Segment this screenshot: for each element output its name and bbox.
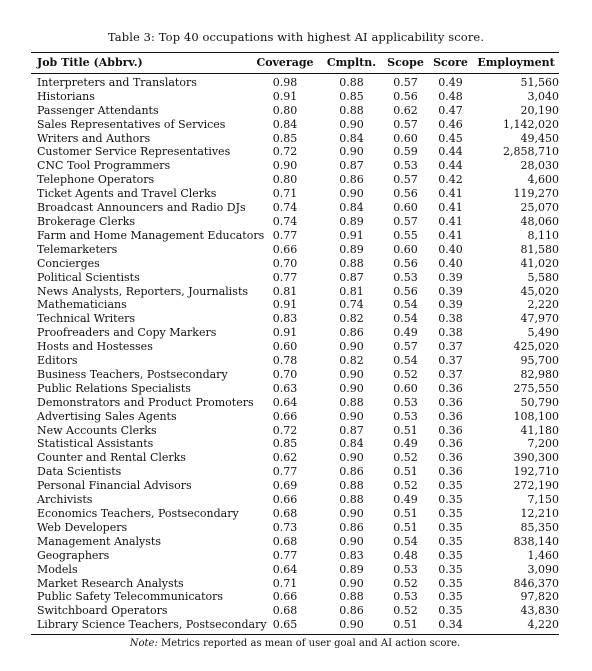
cell-scope: 0.54 [393,298,418,312]
cell-score: 0.39 [438,270,463,284]
cell-coverage: 0.91 [272,298,298,312]
cell-scope: 0.60 [393,201,418,215]
cell-completion: 0.89 [339,562,364,576]
cell-coverage: 0.68 [272,534,298,548]
cell-score: 0.36 [438,423,463,437]
cell-score: 0.36 [438,409,463,423]
table-row [31,159,565,173]
table-row [31,396,565,410]
cell-scope: 0.53 [393,409,418,423]
cell-employment: 275,550 [513,381,559,395]
cell-employment: 97,820 [520,590,559,604]
cell-coverage: 0.83 [272,312,298,326]
cell-scope: 0.49 [393,326,418,340]
cell-job-title: Telephone Operators [37,173,155,187]
cell-score: 0.35 [438,548,463,562]
cell-job-title: Models [37,562,78,576]
table-row [31,312,565,326]
cell-completion: 0.88 [339,395,364,409]
cell-job-title: Ticket Agents and Travel Clerks [37,187,217,201]
cell-employment: 50,790 [520,395,559,409]
cell-scope: 0.53 [393,590,418,604]
cell-employment: 12,210 [520,507,559,520]
table-row [31,563,565,577]
table-row [31,479,565,493]
table-row [31,368,565,382]
cell-completion: 0.90 [339,340,364,354]
cell-score: 0.37 [438,354,463,368]
table-row [31,507,565,521]
cell-completion: 0.86 [339,173,364,187]
cell-coverage: 0.72 [272,145,298,159]
cell-score: 0.35 [438,534,463,548]
cell-coverage: 0.77 [272,465,298,479]
cell-score: 0.35 [438,590,463,604]
cell-completion: 0.90 [339,409,364,423]
table-row [31,243,565,257]
cell-coverage: 0.62 [272,451,298,465]
cell-score: 0.36 [438,465,463,479]
cell-coverage: 0.68 [272,604,298,618]
table-row [31,590,565,604]
header-completion: Cmpltn. [326,56,377,69]
cell-completion: 0.82 [339,312,364,326]
cell-scope: 0.52 [393,451,418,465]
cell-employment: 192,710 [513,465,559,479]
cell-employment: 8,110 [527,228,559,242]
cell-employment: 28,030 [520,159,559,173]
cell-job-title: Advertising Sales Agents [37,409,177,423]
cell-score: 0.34 [438,618,463,632]
cell-coverage: 0.70 [272,367,298,381]
cell-coverage: 0.66 [272,409,298,423]
table-row [31,451,565,465]
cell-employment: 41,020 [520,256,559,270]
cell-job-title: Personal Financial Advisors [37,479,192,493]
cell-scope: 0.51 [393,507,418,520]
table-row [31,410,565,424]
cell-coverage: 0.98 [272,75,298,89]
header-employment: Employment [477,56,555,69]
cell-scope: 0.57 [393,214,418,228]
cell-scope: 0.62 [393,103,418,117]
cell-job-title: Proofreaders and Copy Markers [37,326,217,340]
cell-job-title: Concierges [37,256,100,270]
cell-score: 0.39 [438,284,463,298]
cell-completion: 0.88 [339,479,364,493]
cell-job-title: Economics Teachers, Postsecondary [37,507,239,520]
cell-scope: 0.53 [393,562,418,576]
cell-completion: 0.87 [339,270,364,284]
cell-completion: 0.88 [339,493,364,507]
cell-score: 0.38 [438,312,463,326]
cell-employment: 2,858,710 [503,145,559,159]
cell-employment: 25,070 [520,201,559,215]
cell-scope: 0.57 [393,173,418,187]
cell-coverage: 0.77 [272,228,298,242]
table-row [31,187,565,201]
cell-job-title: Public Relations Specialists [37,381,191,395]
cell-completion: 0.85 [339,89,364,103]
cell-coverage: 0.71 [272,187,298,201]
cell-scope: 0.53 [393,395,418,409]
cell-scope: 0.57 [393,117,418,131]
cell-employment: 41,180 [520,423,559,437]
table-row [31,118,565,132]
cell-job-title: Political Scientists [37,270,140,284]
cell-scope: 0.60 [393,131,418,145]
table-row [31,577,565,591]
cell-job-title: Customer Service Representatives [37,145,231,159]
cell-coverage: 0.73 [272,520,298,534]
table-row [31,90,565,104]
cell-scope: 0.59 [393,145,418,159]
table-row [31,132,565,146]
cell-completion: 0.83 [339,548,364,562]
cell-job-title: Web Developers [37,520,128,534]
cell-employment: 5,580 [527,270,559,284]
cell-employment: 272,190 [513,479,559,493]
cell-completion: 0.86 [339,604,364,618]
cell-score: 0.37 [438,367,463,381]
cell-completion: 0.82 [339,354,364,368]
cell-completion: 0.87 [339,423,364,437]
cell-score: 0.36 [438,451,463,465]
cell-employment: 4,600 [527,173,559,187]
cell-job-title: Counter and Rental Clerks [37,451,186,465]
cell-scope: 0.60 [393,242,418,256]
table-row [31,521,565,535]
cell-employment: 85,350 [520,520,559,534]
table-row [31,604,565,618]
cell-employment: 7,200 [527,437,559,451]
cell-completion: 0.88 [339,590,364,604]
cell-coverage: 0.78 [272,354,298,368]
cell-job-title: Market Research Analysts [37,576,184,590]
cell-score: 0.38 [438,326,463,340]
header-row [31,53,559,73]
occupation-table-container [31,52,559,649]
cell-coverage: 0.80 [272,103,298,117]
cell-scope: 0.49 [393,493,418,507]
cell-employment: 95,700 [520,354,559,368]
cell-job-title: News Analysts, Reporters, Journalists [37,284,249,298]
cell-completion: 0.90 [339,618,364,632]
cell-job-title: Management Analysts [37,534,161,548]
header-score: Score [433,56,468,69]
cell-employment: 82,980 [520,367,559,381]
cell-score: 0.40 [438,242,463,256]
cell-employment: 43,830 [520,604,559,618]
cell-employment: 119,270 [513,187,559,201]
cell-employment: 20,190 [520,103,559,117]
cell-coverage: 0.85 [272,131,298,145]
cell-scope: 0.53 [393,270,418,284]
cell-employment: 48,060 [520,214,559,228]
cell-completion: 0.81 [339,284,364,298]
cell-job-title: Sales Representatives of Services [37,117,226,131]
cell-score: 0.40 [438,256,463,270]
cell-completion: 0.90 [339,145,364,159]
cell-completion: 0.90 [339,187,364,201]
occupation-table [31,53,559,73]
table-header [31,53,559,73]
cell-score: 0.35 [438,479,463,493]
cell-coverage: 0.74 [272,214,298,228]
cell-scope: 0.48 [393,548,418,562]
cell-job-title: Historians [37,89,95,103]
cell-coverage: 0.74 [272,201,298,215]
table-row [31,618,565,634]
cell-score: 0.46 [438,117,463,131]
table-row [31,465,565,479]
cell-scope: 0.52 [393,367,418,381]
cell-job-title: Technical Writers [37,312,135,326]
cell-scope: 0.56 [393,256,418,270]
cell-job-title: New Accounts Clerks [37,423,157,437]
table-row [31,257,565,271]
table-row [31,285,565,299]
cell-coverage: 0.64 [272,395,298,409]
cell-employment: 425,020 [513,340,559,354]
cell-score: 0.45 [438,131,463,145]
cell-coverage: 0.66 [272,242,298,256]
header-job-title: Job Title (Abbrv.) [37,56,143,69]
cell-scope: 0.54 [393,534,418,548]
table-row [31,424,565,438]
cell-completion: 0.88 [339,103,364,117]
cell-job-title: Geographers [37,548,110,562]
cell-job-title: Archivists [37,493,93,507]
table-row [31,271,565,285]
cell-employment: 2,220 [527,298,559,312]
table-body [31,74,565,634]
table-row [31,326,565,340]
cell-score: 0.35 [438,576,463,590]
cell-scope: 0.57 [393,340,418,354]
cell-completion: 0.90 [339,451,364,465]
cell-scope: 0.54 [393,312,418,326]
cell-employment: 838,140 [513,534,559,548]
table-row [31,535,565,549]
cell-scope: 0.56 [393,284,418,298]
cell-score: 0.37 [438,340,463,354]
cell-scope: 0.56 [393,89,418,103]
table-row [31,298,565,312]
cell-coverage: 0.71 [272,576,298,590]
cell-score: 0.39 [438,298,463,312]
cell-employment: 3,040 [527,89,559,103]
cell-score: 0.35 [438,507,463,520]
cell-coverage: 0.91 [272,326,298,340]
cell-score: 0.35 [438,562,463,576]
table-row [31,340,565,354]
cell-job-title: Statistical Assistants [37,437,154,451]
cell-job-title: Passenger Attendants [37,103,159,117]
cell-scope: 0.51 [393,618,418,632]
cell-score: 0.44 [438,145,463,159]
cell-coverage: 0.60 [272,340,298,354]
table-row [31,201,565,215]
cell-job-title: Data Scientists [37,465,122,479]
cell-completion: 0.90 [339,381,364,395]
cell-scope: 0.57 [393,75,418,89]
cell-job-title: Library Science Teachers, Postsecondary [37,618,267,632]
cell-employment: 49,450 [520,131,559,145]
cell-score: 0.36 [438,381,463,395]
cell-coverage: 0.81 [272,284,298,298]
table-row [31,549,565,563]
cell-completion: 0.86 [339,520,364,534]
cell-employment: 7,150 [527,493,559,507]
occupation-table-body [31,74,565,634]
table-row [31,229,565,243]
cell-coverage: 0.69 [272,479,298,493]
bottom-rule [31,634,559,635]
cell-score: 0.41 [438,187,463,201]
cell-job-title: Switchboard Operators [37,604,168,618]
header-coverage: Coverage [256,56,314,69]
table-row [31,354,565,368]
cell-job-title: Telemarketers [37,242,118,256]
cell-coverage: 0.72 [272,423,298,437]
cell-completion: 0.89 [339,214,364,228]
cell-score: 0.44 [438,159,463,173]
cell-job-title: CNC Tool Programmers [37,159,171,173]
cell-job-title: Demonstrators and Product Promoters [37,395,254,409]
cell-score: 0.42 [438,173,463,187]
cell-employment: 390,300 [513,451,559,465]
cell-score: 0.35 [438,493,463,507]
cell-score: 0.35 [438,604,463,618]
table-note [31,638,559,649]
cell-scope: 0.51 [393,465,418,479]
cell-score: 0.41 [438,201,463,215]
table-row [31,145,565,159]
cell-coverage: 0.66 [272,493,298,507]
cell-completion: 0.88 [339,256,364,270]
cell-employment: 45,020 [520,284,559,298]
cell-score: 0.49 [438,75,463,89]
cell-employment: 5,490 [527,326,559,340]
cell-completion: 0.90 [339,507,364,520]
cell-job-title: Editors [37,354,78,368]
cell-coverage: 0.91 [272,89,298,103]
cell-score: 0.36 [438,437,463,451]
cell-job-title: Business Teachers, Postsecondary [37,367,228,381]
cell-completion: 0.88 [339,75,364,89]
cell-scope: 0.51 [393,423,418,437]
cell-score: 0.48 [438,89,463,103]
cell-job-title: Public Safety Telecommunicators [37,590,224,604]
cell-employment: 1,460 [527,548,559,562]
cell-scope: 0.52 [393,604,418,618]
note-text: Metrics reported as mean of user goal and AI action score. [161,638,461,650]
cell-employment: 4,220 [527,618,559,632]
table-row [31,215,565,229]
cell-employment: 1,142,020 [503,117,559,131]
table-row [31,74,565,90]
table-row [31,104,565,118]
header-scope: Scope [387,56,424,69]
cell-completion: 0.86 [339,326,364,340]
cell-employment: 81,580 [520,242,559,256]
cell-job-title: Hosts and Hostesses [37,340,153,354]
cell-employment: 51,560 [520,75,559,89]
cell-completion: 0.90 [339,367,364,381]
cell-job-title: Farm and Home Management Educators [37,228,265,242]
cell-job-title: Brokerage Clerks [37,214,136,228]
cell-completion: 0.90 [339,534,364,548]
cell-coverage: 0.65 [272,618,298,632]
cell-coverage: 0.66 [272,590,298,604]
cell-scope: 0.55 [393,228,418,242]
cell-scope: 0.49 [393,437,418,451]
cell-job-title: Mathematicians [37,298,127,312]
cell-completion: 0.89 [339,242,364,256]
cell-scope: 0.51 [393,520,418,534]
cell-employment: 846,370 [513,576,559,590]
table-row [31,382,565,396]
cell-completion: 0.87 [339,159,364,173]
cell-employment: 47,970 [520,312,559,326]
cell-scope: 0.52 [393,576,418,590]
table-row [31,493,565,507]
table-row [31,173,565,187]
cell-score: 0.41 [438,214,463,228]
cell-coverage: 0.90 [272,159,298,173]
cell-scope: 0.54 [393,354,418,368]
cell-coverage: 0.77 [272,548,298,562]
cell-completion: 0.84 [339,201,364,215]
cell-coverage: 0.63 [272,381,298,395]
cell-scope: 0.52 [393,479,418,493]
cell-completion: 0.91 [339,228,364,242]
cell-employment: 3,090 [527,562,559,576]
table-caption: Table 3: Top 40 occupations with highest AI applicability score. [107,30,485,44]
cell-coverage: 0.68 [272,507,298,520]
cell-completion: 0.90 [339,576,364,590]
cell-score: 0.36 [438,395,463,409]
cell-scope: 0.56 [393,187,418,201]
cell-employment: 108,100 [513,409,559,423]
cell-completion: 0.90 [339,117,364,131]
cell-completion: 0.74 [339,298,364,312]
cell-coverage: 0.64 [272,562,298,576]
cell-score: 0.35 [438,520,463,534]
cell-scope: 0.60 [393,381,418,395]
cell-completion: 0.84 [339,131,364,145]
note-label: Note: [129,638,158,650]
cell-score: 0.47 [438,103,463,117]
cell-job-title: Interpreters and Translators [37,75,197,89]
cell-coverage: 0.70 [272,256,298,270]
cell-completion: 0.86 [339,465,364,479]
cell-coverage: 0.77 [272,270,298,284]
cell-coverage: 0.84 [272,117,298,131]
cell-coverage: 0.80 [272,173,298,187]
table-row [31,437,565,451]
cell-scope: 0.53 [393,159,418,173]
cell-coverage: 0.85 [272,437,298,451]
cell-job-title: Writers and Authors [37,131,151,145]
cell-score: 0.41 [438,228,463,242]
cell-job-title: Broadcast Announcers and Radio DJs [37,201,246,215]
cell-completion: 0.84 [339,437,364,451]
